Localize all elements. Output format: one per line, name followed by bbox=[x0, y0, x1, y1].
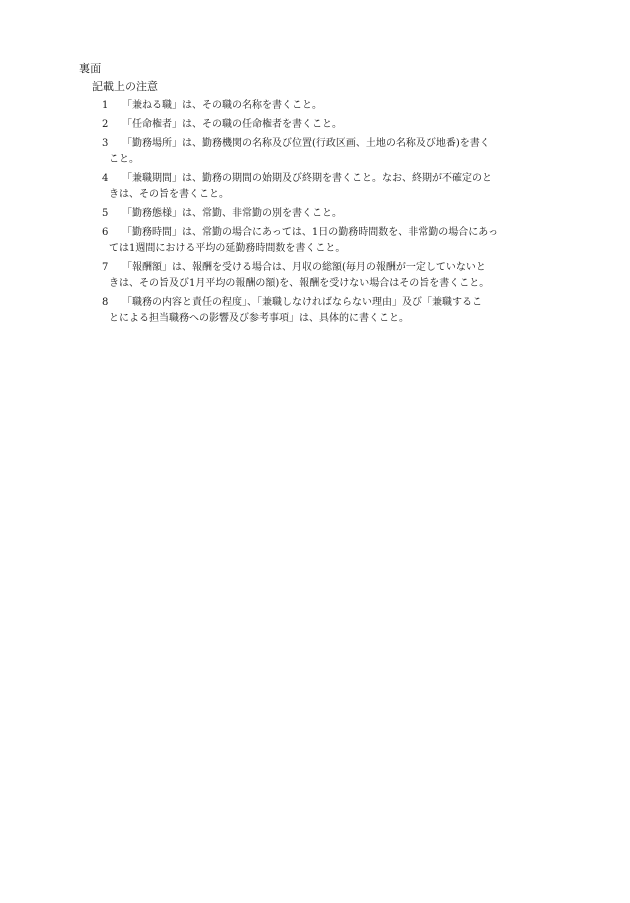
note-line: 「勤務場所」は、勤務機関の名称及び位置(行政区画、土地の名称及び地番)を書く bbox=[122, 138, 490, 149]
note-line: 「勤務態様」は、常勤、非常勤の別を書くこと。 bbox=[122, 208, 342, 219]
note-item bbox=[0, 295, 630, 327]
note-number: 7 bbox=[102, 262, 109, 273]
note-line-continued: きは、その旨を書くこと。 bbox=[109, 189, 229, 200]
note-number: 8 bbox=[102, 297, 109, 308]
note-item bbox=[0, 117, 630, 133]
note-line-continued: こと。 bbox=[109, 154, 139, 165]
note-number: 1 bbox=[102, 100, 109, 111]
note-line: 「職務の内容と責任の程度」、「兼職しなければならない理由」及び「兼職するこ bbox=[122, 297, 482, 308]
note-text bbox=[122, 206, 554, 222]
note-line: 「兼ねる職」は、その職の名称を書くこと。 bbox=[122, 100, 322, 111]
note-text bbox=[109, 171, 554, 203]
notes-list bbox=[0, 98, 630, 330]
note-number: 5 bbox=[102, 208, 109, 219]
note-line: 「兼職期間」は、勤務の期間の始期及び終期を書くこと。なお、終期が不確定のと bbox=[122, 173, 492, 184]
note-item bbox=[0, 206, 630, 222]
note-line-continued: ては1週間における平均の延勤務時間数を書くこと。 bbox=[109, 243, 346, 254]
note-text bbox=[109, 136, 554, 168]
note-item bbox=[0, 98, 630, 114]
note-line-continued: とによる担当職務への影響及び参考事項」は、具体的に書くこと。 bbox=[109, 313, 409, 324]
note-line: 「報酬額」は、報酬を受ける場合は、月収の総額(毎月の報酬が一定していないと bbox=[122, 262, 486, 273]
note-text bbox=[109, 295, 554, 327]
note-number: 6 bbox=[102, 227, 109, 238]
note-item bbox=[0, 225, 630, 257]
note-text bbox=[122, 117, 554, 133]
note-item bbox=[0, 171, 630, 203]
note-item bbox=[0, 260, 630, 292]
note-text bbox=[122, 98, 554, 114]
note-number: 2 bbox=[102, 119, 109, 130]
note-line: 「勤務時間」は、常勤の場合にあっては、1日の勤務時間数を、非常勤の場合にあっ bbox=[122, 227, 499, 238]
section-title: 記載上の注意 bbox=[92, 80, 158, 93]
note-item bbox=[0, 136, 630, 168]
note-text bbox=[109, 225, 554, 257]
note-text bbox=[109, 260, 554, 292]
note-number: 4 bbox=[102, 173, 109, 184]
note-line: 「任命権者」は、その職の任命権者を書くこと。 bbox=[122, 119, 342, 130]
side-label: 裏面 bbox=[79, 62, 102, 75]
note-line-continued: きは、その旨及び1月平均の報酬の額)を、報酬を受けない場合はその旨を書くこと。 bbox=[109, 278, 490, 289]
note-number: 3 bbox=[102, 138, 109, 149]
